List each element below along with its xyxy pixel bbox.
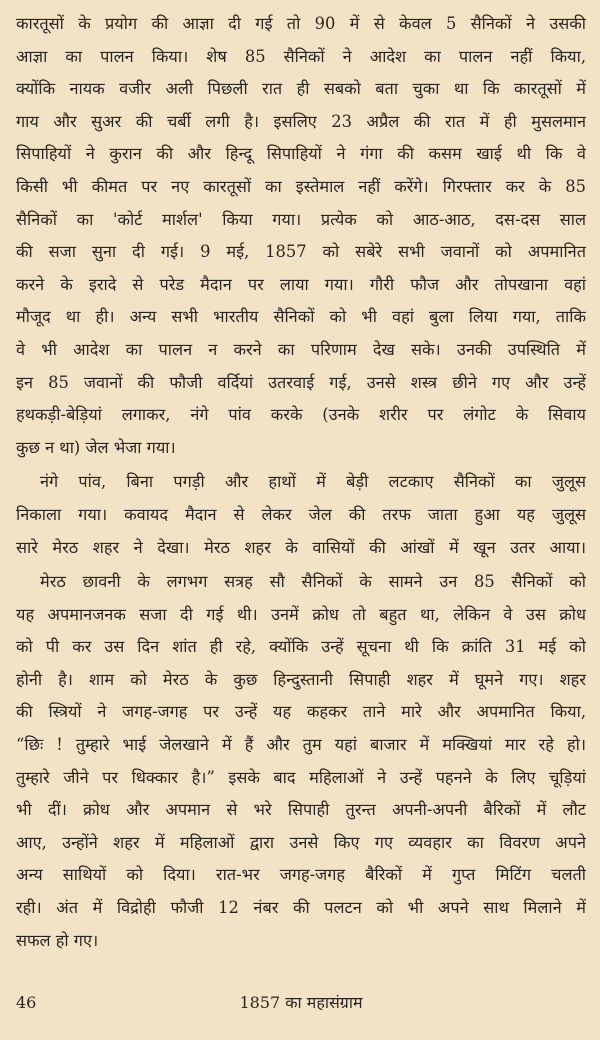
text-line: नंगे पांव, बिना पगड़ी और हाथों में बेड़ी लटकाए सैनिकों का जुलूस — [40, 472, 586, 492]
text-line: को पी कर उस दिन शांत ही रहे, क्योंकि उन्हें सूचना थी कि क्रांति 31 मई को — [16, 637, 586, 657]
text-line: किसी भी कीमत पर नए कारतूसों का इस्तेमाल नहीं करेंगे। गिरफ्तार कर के 85 — [16, 176, 586, 196]
text-line: की स्त्रियों ने जगह-जगह पर उन्हें यह कहकर ताने मारे और अपमानित किया, — [16, 702, 586, 722]
text-line: आज्ञा का पालन किया। शेष 85 सैनिकों ने आदेश का पालन नहीं किया, — [16, 46, 586, 66]
text-line: “छिः ! तुम्हारे भाई जेलखाने में हैं और तुम यहां बाजार में मक्खियां मार रहे हो। — [16, 735, 586, 755]
text-line: मेरठ छावनी के लगभग सत्रह सौ सैनिकों के सामने उन 85 सैनिकों को — [40, 572, 586, 592]
body-text — [16, 8, 586, 959]
running-title: 1857 का महासंग्राम — [239, 993, 363, 1012]
page-footer — [16, 988, 586, 1018]
text-line: यह अपमानजनक सजा दी गई थी। उनमें क्रोध तो बहुत था, लेकिन वे उस क्रोध — [16, 604, 586, 624]
text-line: सिपाहियों ने कुरान की और हिन्दू सिपाहियों ने गंगा की कसम खाई थी कि वे — [16, 144, 586, 164]
text-line: क्योंकि नायक वजीर अली पिछली रात ही सबको बता चुका था कि कारतूसों में — [16, 79, 586, 99]
page-number: 46 — [16, 993, 37, 1012]
paragraph-3 — [16, 566, 586, 957]
text-line: वे भी आदेश का पालन न करने का परिणाम देख सके। उनकी उपस्थिति में — [16, 339, 586, 359]
text-line: सफल हो गए। — [16, 930, 99, 950]
text-line: की सजा सुना दी गई। 9 मई, 1857 को सबेरे सभी जवानों को अपमानित — [16, 242, 586, 262]
text-line: करने के इरादे से परेड मैदान पर लाया गया। गौरी फौज और तोपखाना वहां — [16, 274, 586, 294]
text-line: सैनिकों का 'कोर्ट मार्शल' किया गया। प्रत्येक को आठ-आठ, दस-दस साल — [16, 209, 586, 229]
text-line: रही। अंत में विद्रोही फौजी 12 नंबर की पलटन को भी अपने साथ मिलाने में — [16, 898, 586, 918]
text-line: अन्य साथियों को दिया। रात-भर जगह-जगह बैरिकों में गुप्त मिटिंग चलती — [16, 865, 586, 885]
text-line: मौजूद था ही। अन्य सभी भारतीय सैनिकों को भी वहां बुला लिया गया, ताकि — [16, 307, 586, 327]
text-line: तुम्हारे जीने पर धिक्कार है।” इसके बाद महिलाओं ने उन्हें पहनने के लिए चूड़ियां — [16, 767, 586, 787]
text-line: हथकड़ी-बेड़ियां लगाकर, नंगे पांव करके (उनके शरीर पर लंगोट के सिवाय — [16, 405, 586, 425]
text-line: निकाला गया। कवायद मैदान से लेकर जेल की तरफ जाता हुआ यह जुलूस — [16, 504, 586, 524]
text-line: कारतूसों के प्रयोग की आज्ञा दी गई तो 90 में से केवल 5 सैनिकों ने उसकी — [16, 14, 586, 33]
paragraph-1 — [16, 8, 586, 464]
text-line: सारे मेरठ शहर ने देखा। मेरठ शहर के वासियों की आंखों में खून उतर आया। — [16, 537, 586, 557]
text-line: इन 85 जवानों की फौजी वर्दियां उतरवाई गई, उनसे शस्त्र छीने गए और उन्हें — [16, 372, 586, 392]
paragraph-2 — [16, 466, 586, 564]
text-line: गाय और सुअर की चर्बी लगी है। इसलिए 23 अप्रैल की रात में ही मुसलमान — [16, 111, 586, 131]
text-line: भी दीं। क्रोध और अपमान से भरे सिपाही तुरन्त अपनी-अपनी बैरिकों में लौट — [16, 800, 586, 820]
text-line: होनी है। शाम को मेरठ के कुछ हिन्दुस्तानी सिपाही शहर में घूमने गए। शहर — [16, 669, 586, 689]
text-line: कुछ न था) जेल भेजा गया। — [16, 437, 176, 457]
text-line: आए, उन्होंने शहर में महिलाओं द्वारा उनसे किए गए व्यवहार का विवरण अपने — [16, 832, 586, 852]
